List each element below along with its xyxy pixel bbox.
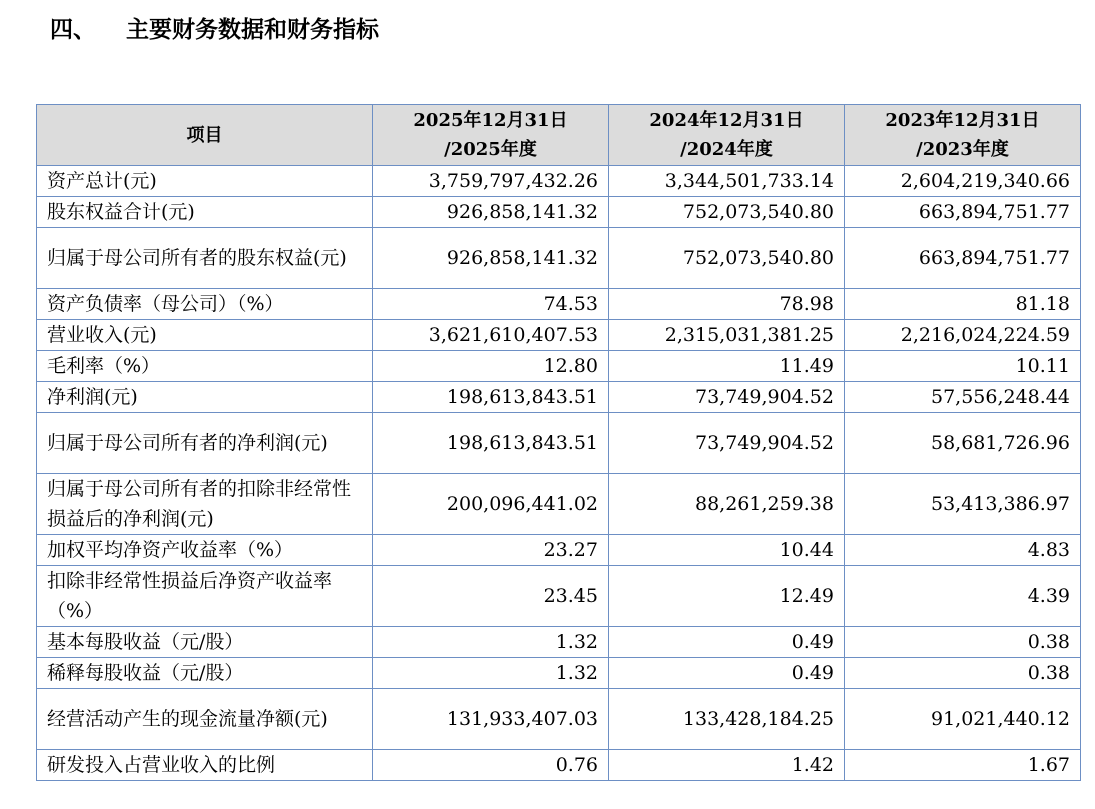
value-2024: 88,261,259.38 [609,474,845,535]
row-label: 净利润(元) [37,382,373,413]
table-row [37,474,1081,535]
header-item: 项目 [37,105,373,166]
table-row [37,289,1081,320]
value-2023: 663,894,751.77 [845,197,1081,228]
value-2023: 1.67 [845,750,1081,781]
row-label: 资产负债率（母公司）（%） [37,289,373,320]
value-2025: 926,858,141.32 [373,228,609,289]
value-2024: 12.49 [609,566,845,627]
value-2024: 11.49 [609,351,845,382]
value-2023: 4.39 [845,566,1081,627]
value-2023: 81.18 [845,289,1081,320]
value-2025: 926,858,141.32 [373,197,609,228]
value-2024: 78.98 [609,289,845,320]
value-2023: 2,216,024,224.59 [845,320,1081,351]
header-2024 [609,105,845,166]
row-label: 营业收入(元) [37,320,373,351]
value-2024: 752,073,540.80 [609,197,845,228]
header-2024-date: 2024年12月31日 [649,110,804,131]
table-header-row [37,105,1081,166]
table-row [37,197,1081,228]
value-2023: 4.83 [845,535,1081,566]
row-label: 归属于母公司所有者的股东权益(元) [37,228,373,289]
table-row [37,689,1081,750]
value-2025: 74.53 [373,289,609,320]
value-2025: 1.32 [373,627,609,658]
value-2025: 12.80 [373,351,609,382]
table-row [37,535,1081,566]
row-label: 资产总计(元) [37,166,373,197]
financial-table-container [36,104,1081,781]
financial-data-table [36,104,1081,781]
row-label: 毛利率（%） [37,351,373,382]
value-2024: 2,315,031,381.25 [609,320,845,351]
section-heading [50,12,379,48]
value-2024: 10.44 [609,535,845,566]
value-2023: 53,413,386.97 [845,474,1081,535]
value-2025: 3,621,610,407.53 [373,320,609,351]
value-2023: 91,021,440.12 [845,689,1081,750]
value-2024: 73,749,904.52 [609,413,845,474]
value-2024: 0.49 [609,658,845,689]
value-2023: 0.38 [845,627,1081,658]
header-2024-year: /2024年度 [680,139,773,160]
value-2025: 1.32 [373,658,609,689]
header-2025 [373,105,609,166]
table-row [37,627,1081,658]
value-2025: 198,613,843.51 [373,413,609,474]
value-2025: 23.45 [373,566,609,627]
section-title: 主要财务数据和财务指标 [126,17,379,43]
value-2024: 73,749,904.52 [609,382,845,413]
row-label: 归属于母公司所有者的扣除非经常性损益后的净利润(元) [37,474,373,535]
value-2025: 23.27 [373,535,609,566]
row-label: 扣除非经常性损益后净资产收益率（%） [37,566,373,627]
value-2023: 0.38 [845,658,1081,689]
table-row [37,413,1081,474]
header-2023-year: /2023年度 [916,139,1009,160]
table-row [37,382,1081,413]
row-label: 研发投入占营业收入的比例 [37,750,373,781]
value-2025: 0.76 [373,750,609,781]
row-label: 加权平均净资产收益率（%） [37,535,373,566]
table-row [37,750,1081,781]
value-2023: 10.11 [845,351,1081,382]
header-2025-year: /2025年度 [444,139,537,160]
table-row [37,351,1081,382]
value-2023: 663,894,751.77 [845,228,1081,289]
row-label: 股东权益合计(元) [37,197,373,228]
table-row [37,320,1081,351]
value-2024: 133,428,184.25 [609,689,845,750]
table-row [37,228,1081,289]
value-2023: 58,681,726.96 [845,413,1081,474]
header-2023 [845,105,1081,166]
value-2023: 57,556,248.44 [845,382,1081,413]
row-label: 经营活动产生的现金流量净额(元) [37,689,373,750]
value-2025: 131,933,407.03 [373,689,609,750]
row-label: 归属于母公司所有者的净利润(元) [37,413,373,474]
table-row [37,658,1081,689]
row-label: 基本每股收益（元/股） [37,627,373,658]
table-row [37,566,1081,627]
value-2024: 0.49 [609,627,845,658]
value-2024: 1.42 [609,750,845,781]
value-2025: 200,096,441.02 [373,474,609,535]
value-2023: 2,604,219,340.66 [845,166,1081,197]
value-2024: 752,073,540.80 [609,228,845,289]
value-2025: 3,759,797,432.26 [373,166,609,197]
row-label: 稀释每股收益（元/股） [37,658,373,689]
value-2025: 198,613,843.51 [373,382,609,413]
value-2024: 3,344,501,733.14 [609,166,845,197]
header-2023-date: 2023年12月31日 [885,110,1040,131]
table-row [37,166,1081,197]
header-2025-date: 2025年12月31日 [413,110,568,131]
section-number: 四、 [50,17,96,43]
